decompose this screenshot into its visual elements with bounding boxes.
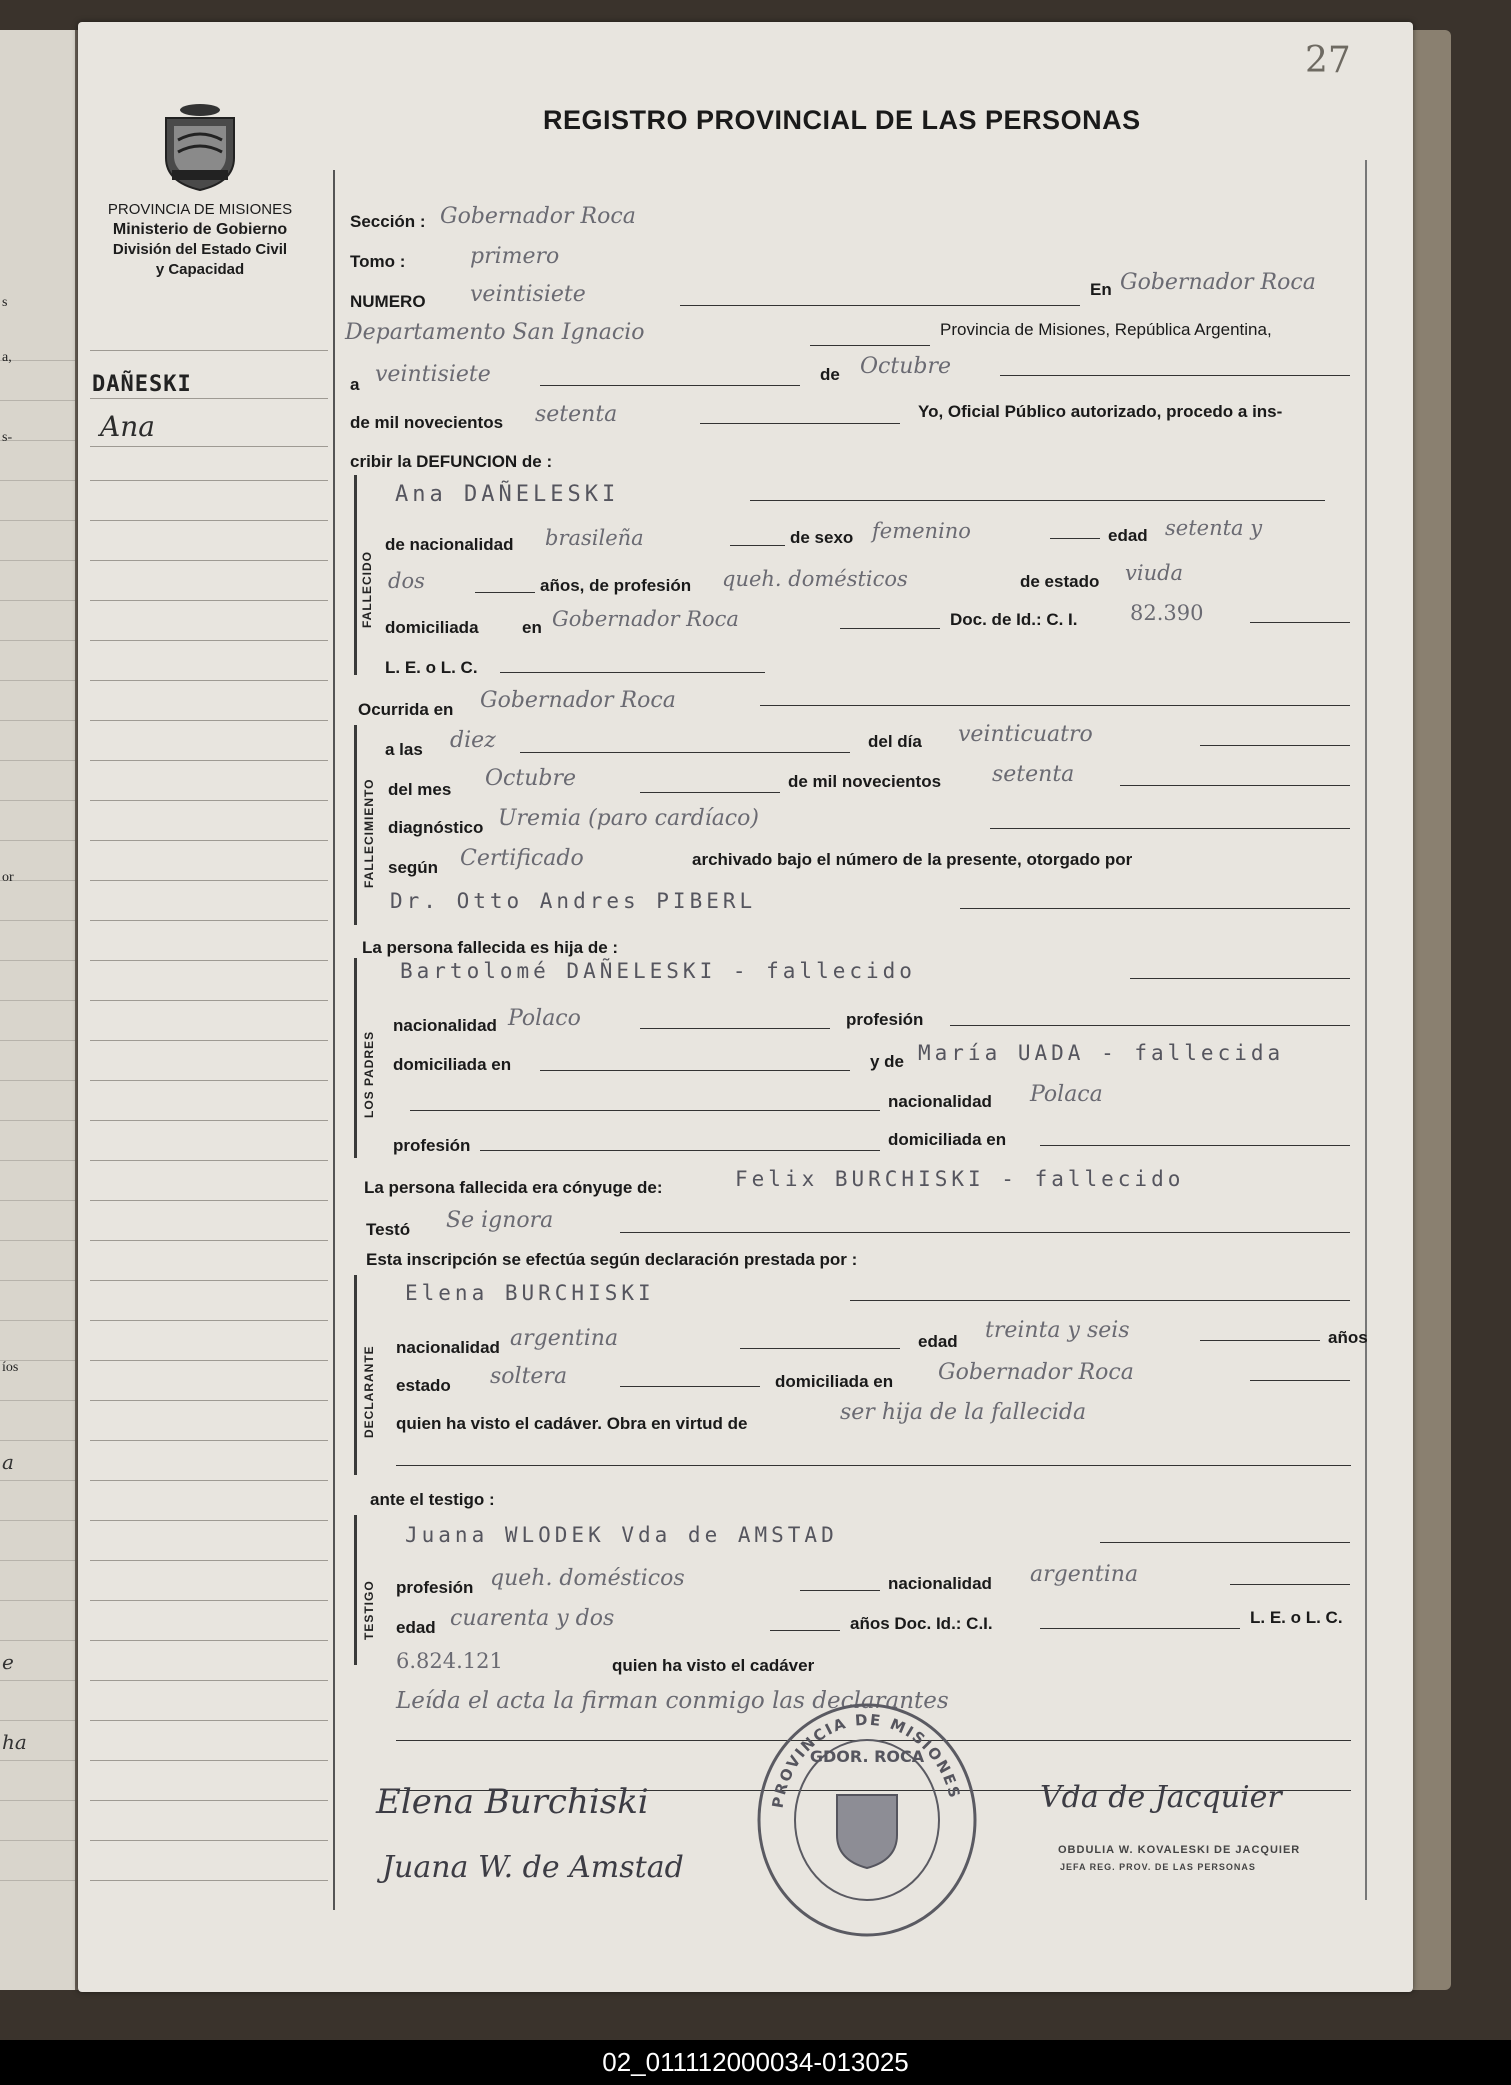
page-number: 27 xyxy=(1305,40,1351,81)
testo-value: Se ignora xyxy=(446,1208,554,1233)
en-label-2: en xyxy=(522,618,542,637)
ocurrida-label: Ocurrida en xyxy=(358,700,454,719)
archivado-label: archivado bajo el número de la presente, otorgado por xyxy=(692,850,1133,869)
nacionalidad-padre-label: nacionalidad xyxy=(393,1016,497,1035)
segun-label: según xyxy=(388,858,439,877)
section-label-padres: LOS PADRES xyxy=(362,1030,376,1118)
left-fragment: s- xyxy=(2,430,13,445)
page-edge xyxy=(1413,30,1451,1990)
en-label: En xyxy=(1090,280,1112,299)
office-ministry: Ministerio de Gobierno xyxy=(112,221,288,238)
nacionalidad-madre-value: Polaca xyxy=(1030,1082,1103,1107)
signature-oficial-print: OBDULIA W. KOVALESKI DE JACQUIER xyxy=(1058,1844,1301,1856)
estado-value: viuda xyxy=(1125,561,1184,585)
left-fragment: a xyxy=(2,1450,14,1474)
profesion-value: queh. domésticos xyxy=(722,567,908,591)
fecha-mes-value: Octubre xyxy=(860,354,951,379)
declarante-dom-value: Gobernador Roca xyxy=(938,1360,1134,1385)
declarante-estado-label: estado xyxy=(396,1376,451,1395)
left-fragment: íos xyxy=(2,1360,19,1375)
anio-label-2: de mil novecientos xyxy=(788,772,942,791)
sexo-value: femenino xyxy=(872,519,971,543)
right-border xyxy=(1365,160,1367,1900)
section-bar-padres xyxy=(354,958,357,1158)
hija-label: La persona fallecida es hija de : xyxy=(362,938,619,957)
margin-divider xyxy=(333,170,335,1910)
section-bar-fallecimiento xyxy=(354,725,357,925)
medico-value: Dr. Otto Andres PIBERL xyxy=(390,889,757,913)
edad-label: edad xyxy=(1108,526,1148,545)
domicilio-madre-label: domiciliada en xyxy=(888,1130,1007,1149)
left-fragment: or xyxy=(2,870,14,885)
signature-testigo: Juana W. de Amstad xyxy=(382,1850,684,1885)
provincial-seal-icon xyxy=(158,100,242,192)
declarante-edad-value: treinta y seis xyxy=(985,1318,1130,1343)
testigo-ci-value: 6.824.121 xyxy=(396,1649,503,1673)
closing-text: Leída el acta la firman conmigo las declarantes xyxy=(396,1688,949,1714)
tomo-label: Tomo : xyxy=(350,252,406,271)
seccion-value: Gobernador Roca xyxy=(440,204,636,229)
le-label: L. E. o L. C. xyxy=(385,658,478,677)
section-bar-declarante xyxy=(354,1275,357,1475)
delmes-label: del mes xyxy=(388,780,452,799)
testigo-doc-label: años Doc. Id.: C.I. xyxy=(850,1614,993,1633)
declarante-edad-label: edad xyxy=(918,1332,958,1351)
office-province: PROVINCIA DE MISIONES xyxy=(107,201,293,218)
declarante-anios-label: años xyxy=(1328,1328,1368,1347)
provincia-label: Provincia de Misiones, República Argentina, xyxy=(940,320,1272,339)
conyuge-value: Felix BURCHISKI - fallecido xyxy=(735,1167,1185,1191)
sexo-label: de sexo xyxy=(790,528,854,547)
departamento-value: Departamento San Ignacio xyxy=(345,320,645,345)
declarante-estado-value: soltera xyxy=(490,1364,568,1389)
a-label: a xyxy=(350,375,360,394)
section-bar-testigo xyxy=(354,1515,357,1665)
testigo-edad-value: cuarenta y dos xyxy=(450,1606,615,1631)
official-stamp-icon xyxy=(752,1700,982,1940)
de-label: de xyxy=(820,365,840,384)
diagnostico-value: Uremia (paro cardíaco) xyxy=(498,806,759,831)
signature-declarante: Elena Burchiski xyxy=(376,1782,649,1822)
segun-value: Certificado xyxy=(460,846,584,871)
numero-value: veintisiete xyxy=(470,282,586,307)
anio-value: setenta xyxy=(992,762,1075,787)
fallecido-nombre: Ana DAÑELESKI xyxy=(395,482,620,507)
testigo-le-label: L. E. o L. C. xyxy=(1250,1608,1343,1627)
margin-surname: DAÑESKI xyxy=(92,372,192,397)
mes-value: Octubre xyxy=(485,766,576,791)
signature-oficial: Vda de Jacquier xyxy=(1040,1780,1282,1815)
stamp-inner-text: GDOR. ROCA xyxy=(809,1747,925,1766)
page-title: REGISTRO PROVINCIAL DE LAS PERSONAS xyxy=(543,105,1141,135)
alas-label: a las xyxy=(385,740,423,759)
margin-given-name: Ana xyxy=(100,410,155,443)
hora-value: diez xyxy=(450,728,496,753)
testigo-visto-label: quien ha visto el cadáver xyxy=(612,1656,815,1675)
profesion-madre-label: profesión xyxy=(393,1136,471,1155)
numero-label: NUMERO xyxy=(350,292,426,311)
declarante-nac-label: nacionalidad xyxy=(396,1338,500,1357)
fecha-dia-value: veintisiete xyxy=(375,362,491,387)
testigo-prof-value: queh. domésticos xyxy=(490,1566,685,1591)
seccion-label: Sección : xyxy=(350,212,426,231)
domicilio-value: Gobernador Roca xyxy=(552,607,739,631)
testigo-nac-value: argentina xyxy=(1030,1562,1139,1587)
left-fragment: a, xyxy=(2,350,12,365)
signature-oficial-print2: JEFA REG. PROV. DE LAS PERSONAS xyxy=(1060,1862,1256,1872)
declaracion-label: Esta inscripción se efectúa según declaración prestada por : xyxy=(366,1250,858,1269)
nacionalidad-padre-value: Polaco xyxy=(508,1006,581,1031)
office-division: División del Estado Civil xyxy=(112,241,288,258)
section-label-testigo: TESTIGO xyxy=(362,1580,376,1640)
nacionalidad-label: de nacionalidad xyxy=(385,535,514,554)
diagnostico-label: diagnóstico xyxy=(388,818,484,837)
section-label-declarante: DECLARANTE xyxy=(362,1345,376,1438)
conyuge-label: La persona fallecida era cónyuge de: xyxy=(364,1178,663,1197)
oficial-label: Yo, Oficial Público autorizado, procedo a ins- xyxy=(918,402,1283,421)
madre-value: María UADA - fallecida xyxy=(918,1041,1285,1065)
edad-value: setenta y xyxy=(1165,516,1263,540)
fecha-anio-value: setenta xyxy=(535,402,618,427)
padre-value: Bartolomé DAÑELESKI - fallecido xyxy=(400,959,916,983)
anios-label: años, de profesión xyxy=(540,576,692,595)
ocurrida-value: Gobernador Roca xyxy=(480,688,676,713)
domicilio-padre-label: domiciliada en xyxy=(393,1055,512,1074)
deldia-label: del día xyxy=(868,732,922,751)
section-label-fallecimiento: FALLECIMIENTO xyxy=(362,778,376,888)
inscribir-label: cribir la DEFUNCION de : xyxy=(350,452,553,471)
declarante-nac-value: argentina xyxy=(510,1326,619,1351)
edad-value-cont: dos xyxy=(388,569,425,593)
dia-value: veinticuatro xyxy=(958,722,1093,747)
left-fragment: ha xyxy=(2,1730,27,1754)
left-fragment: s xyxy=(2,295,8,310)
declarante-dom-label: domiciliada en xyxy=(775,1372,894,1391)
testigo-nac-label: nacionalidad xyxy=(888,1574,992,1593)
nacionalidad-madre-label: nacionalidad xyxy=(888,1092,992,1111)
tomo-value: primero xyxy=(470,244,560,269)
declarante-nombre: Elena BURCHISKI xyxy=(405,1281,655,1305)
estado-label: de estado xyxy=(1020,572,1100,591)
office-block xyxy=(82,200,318,280)
image-id-footer: 02_011112000034-013025 xyxy=(0,2040,1511,2085)
anio-label: de mil novecientos xyxy=(350,413,504,432)
domicilio-label: domiciliada xyxy=(385,618,479,637)
left-page-edge xyxy=(0,30,77,1990)
en-value: Gobernador Roca xyxy=(1120,270,1316,295)
declarante-virtud-value: ser hija de la fallecida xyxy=(840,1400,1087,1425)
yde-label: y de xyxy=(870,1052,905,1071)
profesion-padre-label: profesión xyxy=(846,1010,924,1029)
testigo-prof-label: profesión xyxy=(396,1578,474,1597)
doc-label: Doc. de Id.: C. I. xyxy=(950,610,1078,629)
nacionalidad-value: brasileña xyxy=(545,526,644,550)
ante-testigo-label: ante el testigo : xyxy=(370,1490,495,1509)
doc-value: 82.390 xyxy=(1130,601,1204,625)
testo-label: Testó xyxy=(366,1220,411,1239)
section-label-fallecido: FALLECIDO xyxy=(360,551,374,628)
section-bar-fallecido xyxy=(354,475,357,675)
testigo-nombre: Juana WLODEK Vda de AMSTAD xyxy=(405,1523,838,1547)
declarante-visto-label: quien ha visto el cadáver. Obra en virtud de xyxy=(396,1414,748,1433)
office-capacity: y Capacidad xyxy=(155,261,245,278)
testigo-edad-label: edad xyxy=(396,1618,436,1637)
left-fragment: e xyxy=(2,1650,14,1674)
stamp-ring-text: PROVINCIA DE MISIONES xyxy=(768,1710,964,1810)
